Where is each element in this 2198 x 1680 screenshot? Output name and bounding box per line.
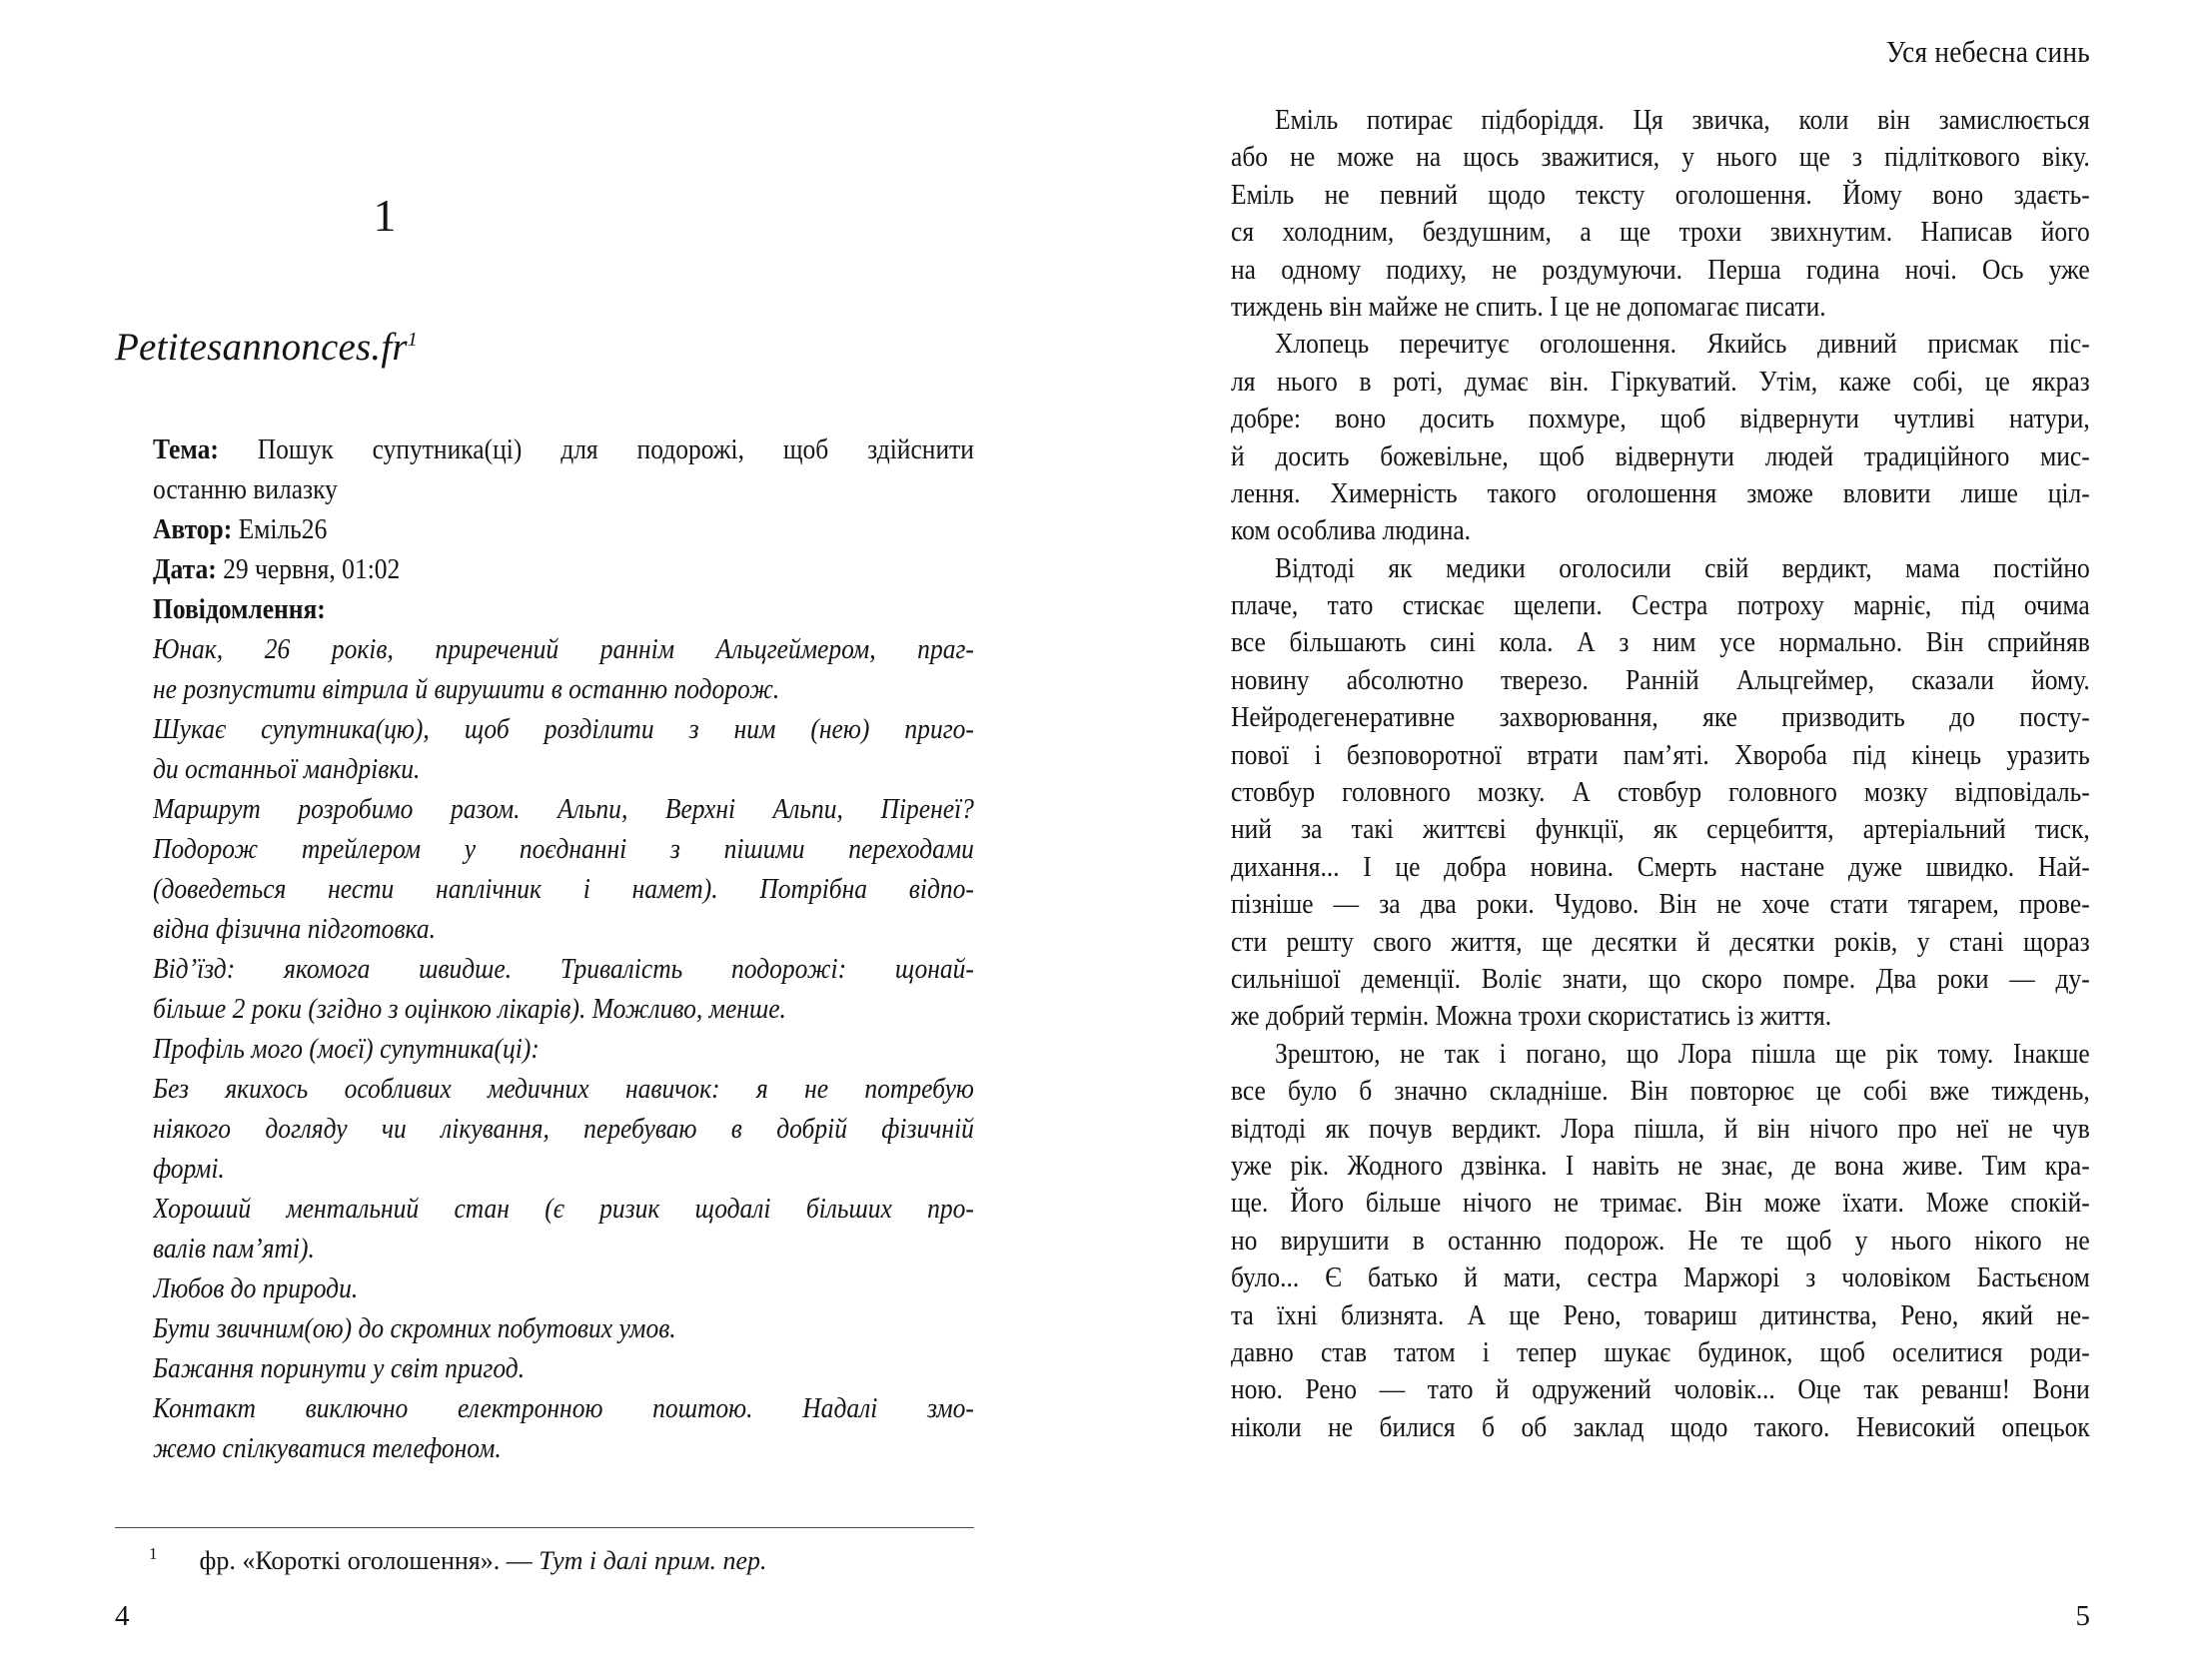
text-line: ля нього в роті, думає він. Гіркуватий. Утім, каже собі, це якраз xyxy=(1231,365,2090,398)
text-line: Бажання поринути у світ пригод. xyxy=(153,1352,526,1384)
text-line: на одному подиху, не роздумуючи. Перша година ночі. Ось уже xyxy=(1231,253,2090,286)
text-line: валів пам’яті). xyxy=(153,1233,315,1264)
text-line: було... Є батько й мати, сестра Маржорі з чоловіком Бастьєном xyxy=(1231,1261,2090,1294)
text-line: не розпустити вітрила й вирушити в останню подорож. xyxy=(153,673,780,705)
text-line: Маршрут розробимо разом. Альпи, Верхні Альпи, Піренеї? xyxy=(153,793,974,825)
page-right xyxy=(1099,0,2198,1680)
text-line: (доведеться нести наплічник і намет). Потрібна відпо- xyxy=(153,873,974,905)
chapter-number: 1 xyxy=(373,190,397,241)
text-line: Автор: Еміль26 xyxy=(153,513,328,545)
page-number-left: 4 xyxy=(115,1600,130,1632)
text-line: ною. Рено — тато й одружений чоловік... Оце так реванш! Вони xyxy=(1231,1373,2090,1406)
text-line: й досить божевільне, щоб відвернути людей традиційного мис- xyxy=(1231,439,2090,472)
text-line: ся холодним, бездушним, а ще трохи звихнутим. Написав його xyxy=(1231,216,2090,249)
heading-footnote-ref: 1 xyxy=(407,329,419,351)
footnote-rule xyxy=(115,1527,974,1528)
text-line: тиждень він майже не спить. І це не допомагає писати. xyxy=(1231,290,1826,323)
text-line: пізніше — за два роки. Чудово. Він не хоче стати тягарем, прове- xyxy=(1231,888,2090,921)
text-line: відтоді як почув вердикт. Лора пішла, й він нічого про неї не чув xyxy=(1231,1112,2090,1145)
text-line: Без якихось особливих медичних навичок: я не потребую xyxy=(153,1073,974,1105)
text-line: або не може на щось зважитися, у нього ще з підліткового віку. xyxy=(1231,141,2090,174)
text-line: відна фізична підготовка. xyxy=(153,913,436,945)
text-line: жемо спілкуватися телефоном. xyxy=(153,1432,502,1464)
text-line: стовбур головного мозку. А стовбур головного мозку відповідаль- xyxy=(1231,776,2090,809)
text-line: Профіль мого (моєї) супутника(ці): xyxy=(153,1033,540,1065)
text-line: Любов до природи. xyxy=(153,1272,359,1304)
text-line: Дата: 29 червня, 01:02 xyxy=(153,553,401,585)
text-line: лення. Химерність такого оголошення зможе вловити лише ціл- xyxy=(1231,476,2090,509)
text-line: дихання... І це добра новина. Смерть настане дуже швидко. Най- xyxy=(1231,850,2090,883)
text-line: ний за такі життєві функції, як серцебиття, артеріальний тиск, xyxy=(1231,813,2090,846)
text-line: та їхні близнята. А ще Рено, товариш дитинства, Рено, який не- xyxy=(1231,1298,2090,1331)
text-line: добре: воно досить похмуре, щоб відвернути чутливі натури, xyxy=(1231,403,2090,435)
running-header: Уся небесна синь xyxy=(1885,34,2090,69)
text-line: давно став татом і тепер шукає будинок, щоб оселитися роди- xyxy=(1231,1335,2090,1368)
text-line: все було б значно складніше. Він повторює це собі вже тиждень, xyxy=(1231,1075,2090,1108)
text-line: сильнішої деменції. Воліє знати, що скоро помре. Два роки — ду- xyxy=(1231,962,2090,995)
text-line: уже рік. Жодного дзвінка. І навіть не знає, де вона живе. Тим кра- xyxy=(1231,1149,2090,1182)
section-heading xyxy=(115,326,418,370)
text-line xyxy=(153,589,974,629)
footnote xyxy=(115,1544,1014,1578)
text-line: Контакт виключно електронною поштою. Надалі змо- xyxy=(153,1392,974,1424)
text-line: Бути звичним(ою) до скромних побутових умов. xyxy=(153,1312,676,1344)
text-line: ніколи не билися б об заклад щодо такого. Невисокий опецьок xyxy=(1231,1410,2090,1443)
text-line: Від’їзд: якомога швидше. Тривалість подорожі: щонай- xyxy=(153,953,974,985)
page-number-right: 5 xyxy=(2075,1600,2090,1632)
text-line: Зрештою, не так і погано, що Лора пішла ще рік тому. Інакше xyxy=(1275,1037,2090,1070)
text-line: Еміль не певний щодо тексту оголошення. Йому воно здаєть- xyxy=(1231,178,2090,211)
text-line: останню вилазку xyxy=(153,473,338,505)
text-line: ще. Його більше нічого не тримає. Він може їхати. Може спокій- xyxy=(1231,1187,2090,1220)
field-label: Тема: xyxy=(153,433,219,465)
text-line: Юнак, 26 років, приречений раннім Альцгеймером, праг- xyxy=(153,633,974,665)
text-line: Тема: Пошук супутника(ці) для подорожі, щоб здійснити xyxy=(153,433,974,465)
text-line: же добрий термін. Можна трохи скористатись із життя. xyxy=(1231,1000,1832,1033)
field-label: Повідомлення: xyxy=(153,593,326,625)
footnote-translator-note: Тут і далі прим. пер. xyxy=(539,1546,767,1575)
announcement-block xyxy=(153,429,974,1468)
text-line: Подорож трейлером у поєднанні з пішими переходами xyxy=(153,833,974,865)
text-line: сти решту свого життя, ще десятки й десятки років, у стані щораз xyxy=(1231,925,2090,958)
text-line: Нейродегенеративне захворювання, яке призводить до посту- xyxy=(1231,701,2090,734)
text-line: ком особлива людина. xyxy=(1231,514,1472,547)
text-line: ніякого догляду чи лікування, перебуваю в добрій фізичній xyxy=(153,1113,974,1145)
text-line: формі. xyxy=(153,1153,225,1185)
text-line: пової і безповоротної втрати пам’яті. Хвороба під кінець уразить xyxy=(1231,738,2090,771)
field-label: Дата: xyxy=(153,553,217,585)
text-line: Хлопець перечитує оголошення. Якийсь дивний присмак піс- xyxy=(1275,328,2090,361)
text-line: Шукає супутника(цю), щоб розділити з ним (нею) приго- xyxy=(153,713,974,745)
body-text xyxy=(1231,102,2090,1446)
text-line: ди останньої мандрівки. xyxy=(153,753,421,785)
text-line: більше 2 роки (згідно з оцінкою лікарів). Можливо, менше. xyxy=(153,993,786,1025)
text-line: новину абсолютно тверезо. Ранній Альцгеймер, сказали йому. xyxy=(1231,663,2090,696)
text-line: Хороший ментальний стан (є ризик щодалі більших про- xyxy=(153,1193,974,1225)
text-line: но вирушити в останню подорож. Не те щоб у нього нікого не xyxy=(1231,1224,2090,1257)
footnote-text: фр. «Короткі оголошення». — xyxy=(199,1546,540,1575)
text-line: все більшають сині кола. А з ним усе нормально. Він сприйняв xyxy=(1231,626,2090,659)
text-line: Еміль потирає підборіддя. Ця звичка, коли він замислюється xyxy=(1275,104,2090,136)
text-line: плаче, тато стискає щелепи. Сестра потроху марніє, під очима xyxy=(1231,589,2090,622)
text-line: Відтоді як медики оголосили свій вердикт, мама постійно xyxy=(1275,551,2090,584)
field-label: Автор: xyxy=(153,513,233,545)
footnote-ref: 1 xyxy=(149,1544,158,1564)
section-heading-text: Petitesannonces.fr xyxy=(115,326,408,369)
